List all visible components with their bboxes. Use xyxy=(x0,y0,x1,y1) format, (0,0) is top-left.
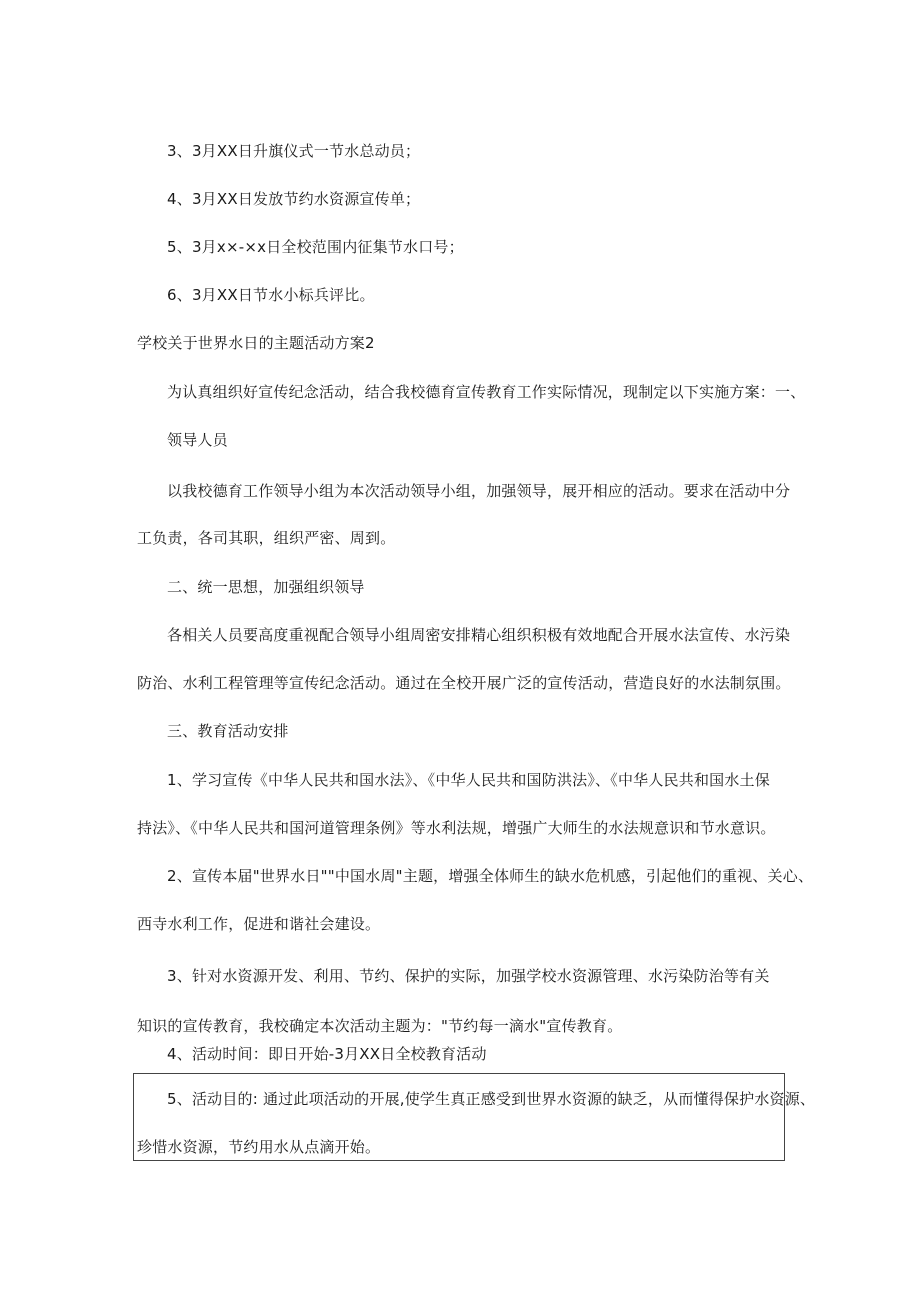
schedule-item-6: 6、3月XX日节水小标兵评比。 xyxy=(167,286,375,304)
activity-4-time: 4、活动时间：即日开始-3月XX日全校教育活动 xyxy=(167,1045,487,1063)
heading-leadership: 领导人员 xyxy=(167,431,228,449)
activity-3-line-2: 知识的宣传教育，我校确定本次活动主题为："节约每一滴水"宣传教育。 xyxy=(137,1017,623,1035)
activity-3-line-1: 3、针对水资源开发、利用、节约、保护的实际，加强学校水资源管理、水污染防治等有关 xyxy=(167,967,770,985)
activity-1-line-1: 1、学习宣传《中华人民共和国水法》、《中华人民共和国防洪法》、《中华人民共和国水土保 xyxy=(167,771,770,789)
schedule-item-4: 4、3月XX日发放节约水资源宣传单； xyxy=(167,190,421,208)
activity-2-line-2: 西寺水利工作，促进和谐社会建设。 xyxy=(137,915,381,933)
section-title: 学校关于世界水日的主题活动方案2 xyxy=(137,334,375,352)
activity-2-line-1: 2、宣传本届"世界水日""中国水周"主题，增强全体师生的缺水危机感，引起他们的重视、关心、 xyxy=(167,867,814,885)
schedule-item-3: 3、3月XX日升旗仪式一节水总动员； xyxy=(167,142,421,160)
activity-5-line-1: 5、活动目的: 通过此项活动的开展,使学生真正感受到世界水资源的缺乏，从而懂得保护水资源、 xyxy=(167,1090,816,1108)
staff-paragraph-line-2: 防治、水利工程管理等宣传纪念活动。通过在全校开展广泛的宣传活动，营造良好的水法制氛围。 xyxy=(137,674,791,692)
leadership-paragraph-line-2: 工负责，各司其职，组织严密、周到。 xyxy=(137,529,396,547)
leadership-paragraph-line-1: 以我校德育工作领导小组为本次活动领导小组，加强领导，展开相应的活动。要求在活动中分 xyxy=(167,482,791,500)
heading-unify-thinking: 二、统一思想，加强组织领导 xyxy=(167,578,365,596)
heading-activity-arrangement: 三、教育活动安排 xyxy=(167,722,289,740)
activity-1-line-2: 持法》、《中华人民共和国河道管理条例》等水利法规，增强广大师生的水法规意识和节水意识。 xyxy=(137,819,776,837)
activity-5-line-2: 珍惜水资源，节约用水从点滴开始。 xyxy=(137,1138,381,1156)
schedule-item-5: 5、3月x×-×x日全校范围内征集节水口号； xyxy=(167,238,464,256)
intro-paragraph: 为认真组织好宣传纪念活动，结合我校德育宣传教育工作实际情况，现制定以下实施方案：一、 xyxy=(167,383,806,401)
staff-paragraph-line-1: 各相关人员要高度重视配合领导小组周密安排精心组织积极有效地配合开展水法宣传、水污染 xyxy=(167,626,791,644)
